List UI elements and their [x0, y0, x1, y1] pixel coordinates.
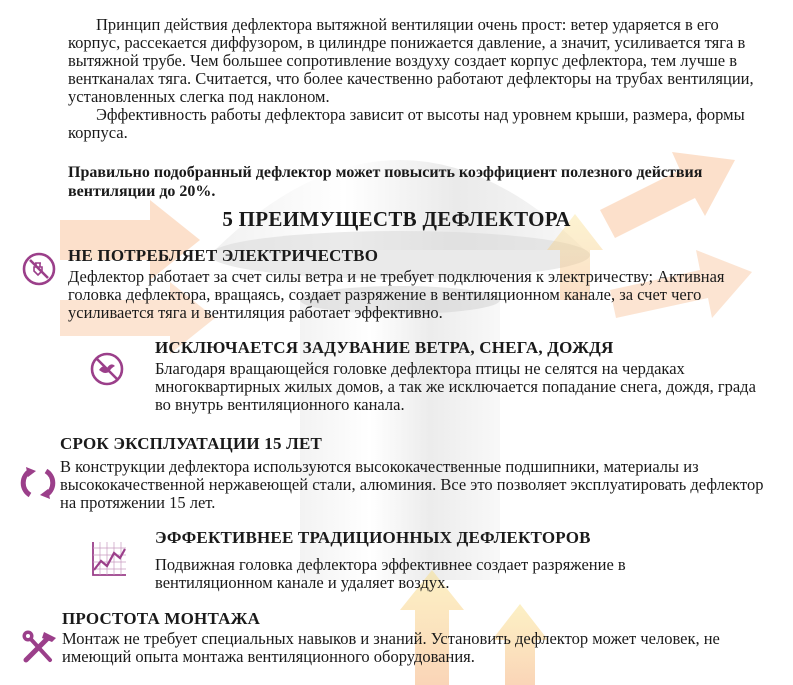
advantage-2-text: Благодаря вращающейся головке дефлектора птицы не селятся на чердаках многоквартирных жилых домов, а так же исключается попадание снега, дождя, града во внутрь вентиляционного канала. [155, 359, 756, 414]
intro-paragraph-2: Эффективность работы дефлектора зависит от высоты над уровнем крыши, размера, формы корпуса. [68, 105, 745, 142]
advantage-2-heading: ИСКЛЮЧАЕТСЯ ЗАДУВАНИЕ ВЕТРА, СНЕГА, ДОЖДЯ [155, 338, 614, 357]
advantage-1-text: Дефлектор работает за счет силы ветра и не требует подключения к электричеству; Активная головка дефлектора, вращаясь, создает разряжение в вентиляционном канале, за счет чего усиливается тяга и вентиляция работает эффективно. [68, 267, 725, 322]
advantage-4-text: Подвижная головка дефлектора эффективнее создает разряжение в вентиляционном канале и удаляет воздух. [155, 555, 626, 592]
no-electricity-icon [22, 252, 56, 286]
efficiency-note: Правильно подобранный дефлектор может повысить коэффициент полезного действия вентиляции до 20%. [68, 164, 703, 200]
page-title: 5 ПРЕИМУЩЕСТВ ДЕФЛЕКТОРА [222, 207, 571, 231]
advantage-5-text: Монтаж не требует специальных навыков и знаний. Установить дефлектор может человек, не имеющий опыта монтажа вентиляционного оборудования. [62, 629, 720, 666]
advantage-3-heading: СРОК ЭКСПЛУАТАЦИИ 15 ЛЕТ [60, 434, 323, 453]
tools-icon [20, 628, 58, 666]
intro-paragraph-1: Принцип действия дефлектора вытяжной вентиляции очень прост: ветер ударяется в его корпус, рассекается диффузором, в цилиндре понижается давление, а значит, усиливается тяга в вытяжной трубе. Чем большее сопротивление воздуху создает корпус дефлектора, тем лучше в вентканалах тяга. Считается, что более качественно работают дефлекторы на трубах вентиляции, установленных слегка под наклоном. [68, 15, 754, 106]
no-birds-icon [90, 352, 124, 386]
cycle-arrows-icon [20, 463, 56, 503]
intro-text [68, 16, 768, 142]
advantage-5-heading: ПРОСТОТА МОНТАЖА [62, 609, 261, 628]
advantage-3-text: В конструкции дефлектора используются высококачественные подшипники, материалы из высококачественной нержавеющей стали, алюминия. Все это позволяет эксплуатировать дефлектор на протяжении 15 лет. [60, 457, 764, 512]
efficiency-chart-icon [90, 540, 128, 578]
advantage-1-heading: НЕ ПОТРЕБЛЯЕТ ЭЛЕКТРИЧЕСТВО [68, 246, 379, 265]
advantage-4-heading: ЭФФЕКТИВНЕЕ ТРАДИЦИОННЫХ ДЕФЛЕКТОРОВ [155, 528, 591, 547]
